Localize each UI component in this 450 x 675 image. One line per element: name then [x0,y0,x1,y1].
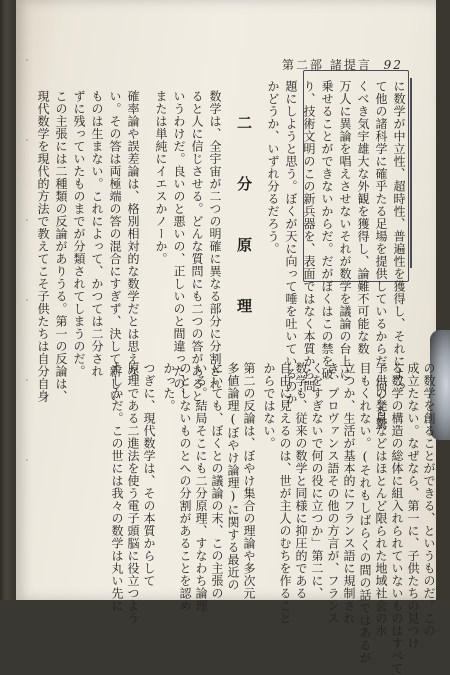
page-number: 92 [383,58,403,72]
text-line: または単純にイエスかノーか。 [154,90,168,265]
text-line: ものは生まない。これによって、かつては二分され [90,90,104,378]
text-line: 数学も、従来の数学と同様に抑圧的である [294,362,308,600]
text-line: 原理である二進法を使う電子頭脳に役立つよう [126,362,140,625]
text-line: かどうか、いずれ分るだろう。 [266,80,280,255]
text-line: この主張には二種類の反論がありうる。第一の反論は、 [54,90,68,403]
text-line: る数学の構造の総体に組入れられていないものはすべて [390,362,404,675]
text-line: 万人に異論を唱えさせないそれが数学を議論の台上に [338,80,352,380]
text-line: たしかだ。この世には我々の数学は丸い先に [110,362,124,612]
text-line: 題にしようと思う。ぼくが天に向って唾を吐いているのか [284,80,298,405]
header-part: 第二部 諸提言 [282,58,372,72]
text-line: かった。 [162,362,176,412]
section-title: 二 分 原 理 [235,115,253,327]
text-line: つぎに、現代数学は、その本質からして [142,362,156,587]
text-line: くをすぎないで何の役に立つか」第二に、 [310,362,324,600]
text-line: ずに残っていたものまでが分類されてしまうのだ。 [72,90,86,378]
text-line: ると人に信じさせる。どんな質問にも二つの答があると [190,90,204,403]
text-line: からではない。 [262,362,276,450]
text-line: り、技術文明のこの新兵器を、表面ではなく本質から問 [302,80,316,393]
text-line: 自由に見えるのは、世が主人のむちを作ること [278,362,292,625]
text-line: いうわけだ。良いのと悪いの、正しいのと間違ったの、 [172,90,186,403]
text-line: 数学は、全宇宙が二つの明確に異なる部分に分割され [208,90,222,390]
text-line: にいても、ぼくとの議論の末、この主張の [210,362,224,600]
text-line: て他の諸科学に確乎たる足場を提供しているからだ。何とも驚 [374,80,388,430]
text-line: 立つか、生活が基本的にフランス語に規制され [342,362,356,625]
text-line: くべき気宇雄大な外観を獲得し、論難不可能な数 [356,80,370,355]
text-line: き、プロヴァンス語その他の方言が、フランス [326,362,340,625]
text-line: 成立たない。なぜなら、第一に、子供たちの見つけ [406,362,420,650]
text-line: 乗せることができないからだ。だがぼくはこの禁を破 [320,80,334,380]
text-line: 目もくれない。(それもしばらくの間の話ではあるが [358,362,372,664]
text-line: の数学を創ることができる、というものだ。この [422,362,436,637]
pen-margin-line [410,78,412,268]
text-line: 現代数学を現代的方法で教えてこそ子供たちは自分自身 [36,90,50,403]
text-line: 確率論や誤差論は、格別相対的な数学だとは思えな [126,90,140,378]
text-line: のとしないものとへの分割があることを認め [178,362,192,612]
text-line: い。その答は両極端の答の混合にすぎず、決して新しい [108,90,122,403]
text-line: 第二の反論は、ぼやけ集合の理論や多次元 [242,362,256,600]
text-line: に数学が中立性、超時性、普遍性を獲得し、それによっ [392,80,406,393]
text-line: いる。結局そこにも二分原理、すなわち論理 [194,362,208,612]
text-line: 多値論理(ぼやけ論理)に関する最近の [226,362,240,591]
text-line: 子供の発見などはほとんど限られた地域社会の水 [374,362,388,637]
